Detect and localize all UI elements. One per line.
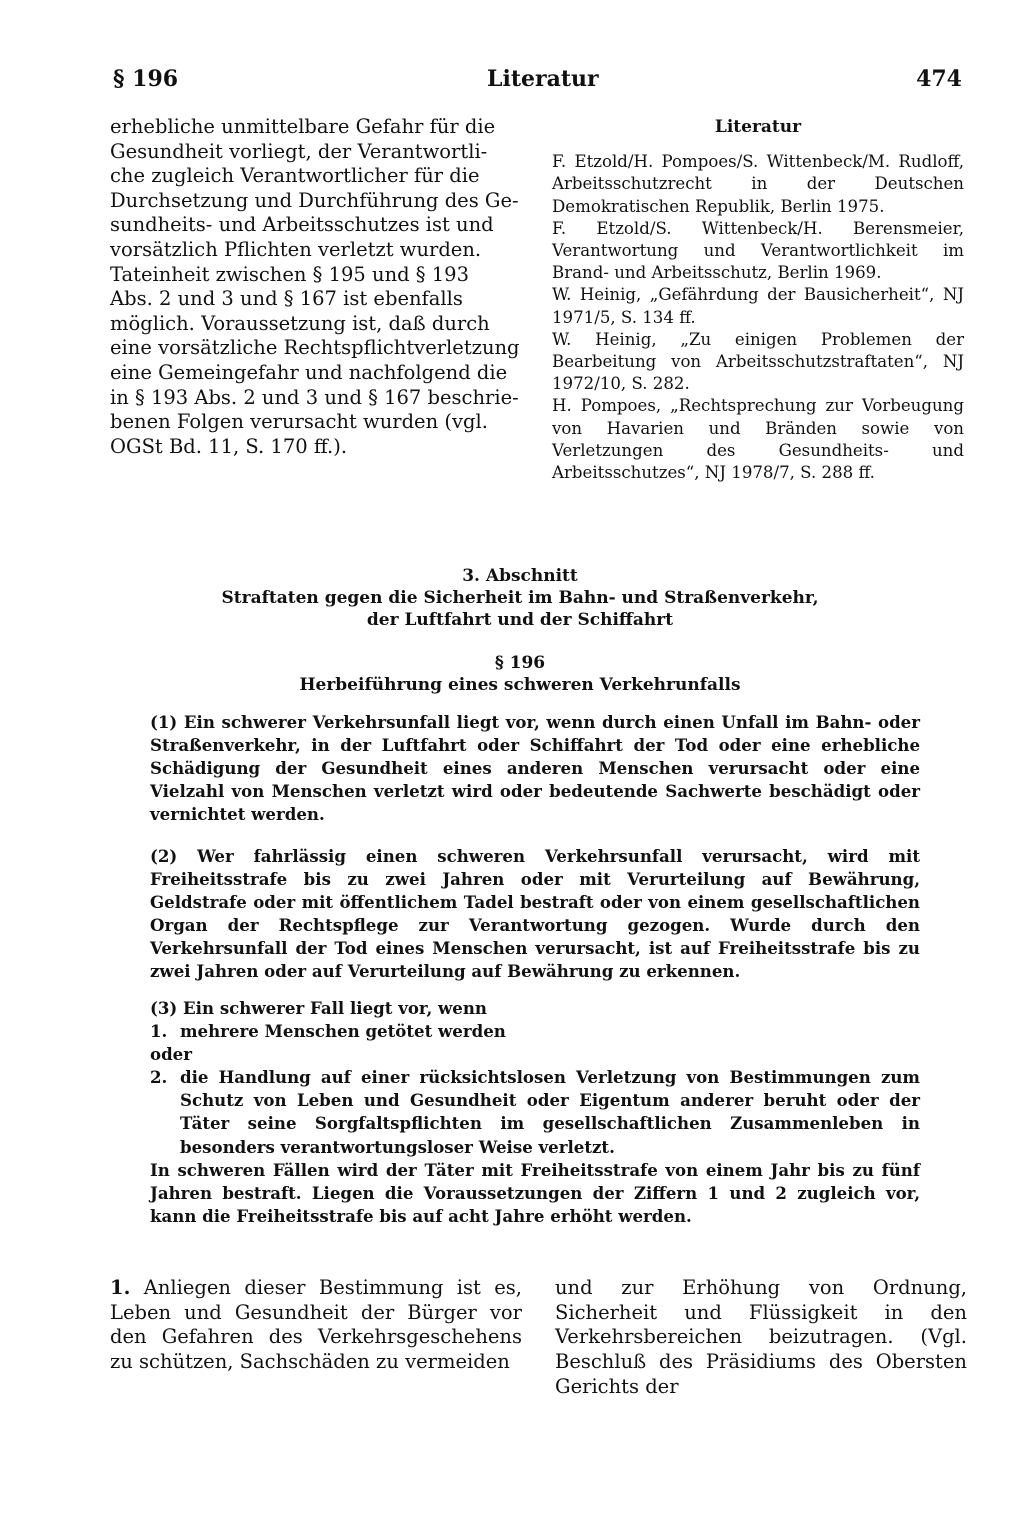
literature-reference: F. Etzold/H. Pompoes/S. Wittenbeck/M. Rudloff, Arbeitsschutzrecht in der Deutschen Demokratischen Republik, Berlin 1975. <box>552 152 964 216</box>
literature-reference: W. Heinig, „Zu einigen Problemen der Bearbeitung von Arbeitsschutzstraftaten“, NJ 1972/10, S. 282. <box>552 329 964 394</box>
absatz-3-closing: In schweren Fällen wird der Täter mit Freiheitsstrafe von einem Jahr bis zu fünf Jahren bestraft. Liegen die Voraussetzungen der Ziffern 1 und 2 zugleich vor, kann die Freiheitsstrafe bis auf acht Jahre erhöht werden. <box>150 1159 920 1226</box>
literature-reference: W. Heinig, „Gefährdung der Bausicherheit“, NJ 1971/5, S. 134 ff. <box>552 285 964 327</box>
text-line: sundheits- und Arbeitsschutzes ist und <box>110 213 494 237</box>
text-line: Durchsetzung und Durchführung des Ge- <box>110 188 519 212</box>
paragraph-number: § 196 <box>494 653 546 673</box>
statute-absatz-2: (2) Wer fahrlässig einen schweren Verkehrsunfall verursacht, wird mit Freiheitsstrafe bis zu zwei Jahren oder mit Verurteilung auf Bewährung, Geldstrafe oder mit öffentlichem Tadel bestraft oder von einem gesellschaftlichen Organ der Rechtspflege zur Verantwortung gezogen. Wurde durch den Verkehrsunfall der Tod eines Menschen verursacht, ist auf Freiheitsstrafe bis zu zwei Jahren oder auf Verurteilung auf Bewährung zu erkennen. <box>150 846 920 982</box>
text-line: in § 193 Abs. 2 und 3 und § 167 beschrie- <box>110 385 519 409</box>
text-line: benen Folgen verursacht wurden (vgl. <box>110 410 488 434</box>
text-line: eine Gemeingefahr und nachfolgend die <box>110 360 508 384</box>
item-text: mehrere Menschen getötet werden <box>180 1021 506 1042</box>
section-title-line: Straftaten gegen die Sicherheit im Bahn- und Straßenverkehr, <box>221 588 819 608</box>
literature-title: Literatur <box>714 117 802 137</box>
commentary-number: 1. <box>110 1276 131 1299</box>
text-line: Gesundheit vorliegt, der Verantwortli- <box>110 139 488 163</box>
paragraph-heading <box>100 652 940 696</box>
section-number: 3. Abschnitt <box>462 566 578 586</box>
list-item <box>150 1020 920 1043</box>
literature-reference: H. Pompoes, „Rechtsprechung zur Vorbeugung von Havarien und Bränden sowie von Verletzungen des Gesundheits- und Arbeitsschutzes“, NJ 1978/7, S. 288 ff. <box>552 396 964 483</box>
statute-absatz-1: (1) Ein schwerer Verkehrsunfall liegt vor, wenn durch einen Unfall im Bahn- oder Straßenverkehr, in der Luftfahrt oder Schiffahrt der Tod oder eine erhebliche Schädigung der Gesundheit eines anderen Menschen verursacht oder eine Vielzahl von Menschen verletzt wird oder bedeutende Sachwerte beschädigt oder vernichtet werden. <box>150 712 920 825</box>
paragraph-title: Herbeiführung eines schweren Verkehrunfalls <box>299 675 741 695</box>
header-title: Literatur <box>487 66 599 92</box>
text-line: che zugleich Verantwortlicher für die <box>110 164 480 188</box>
literature-reference: F. Etzold/S. Wittenbeck/H. Berensmeier, Verantwortung und Verantwortlichkeit im Brand- und Arbeitsschutz, Berlin 1969. <box>552 218 964 283</box>
commentary-text: Anliegen dieser Bestimmung ist es, Leben und Gesundheit der Bürger vor den Gefahren des Verkehrsgeschehens zu schützen, Sachschäden zu vermeiden <box>110 1276 523 1374</box>
item-number: 2. <box>150 1067 168 1088</box>
header-section-ref: § 196 <box>113 66 179 92</box>
absatz-3-intro: (3) Ein schwerer Fall liegt vor, wenn <box>150 998 487 1018</box>
text-line: OGSt Bd. 11, S. 170 ff.). <box>110 434 348 458</box>
text-line: erhebliche unmittelbare Gefahr für die <box>110 115 496 138</box>
item-number: 1. <box>150 1021 168 1042</box>
page-number: 474 <box>916 66 962 92</box>
section-title-line: der Luftfahrt und der Schiffahrt <box>366 610 674 630</box>
item-text: die Handlung auf einer rücksichtslosen Verletzung von Bestimmungen zum Schutz von Leben und Gesundheit oder Eigentum anderer beruht oder der Täter seine Sorgfaltspflichten im gesellschaftlichen Zusammenleben in besonders verantwortungsloser Weise verletzt. <box>180 1067 920 1157</box>
statute-absatz-3 <box>150 997 920 1228</box>
conjunction: oder <box>150 1044 192 1065</box>
text-line: möglich. Voraussetzung ist, daß durch <box>110 311 490 335</box>
literature-list <box>552 116 964 484</box>
commentary-right-column: und zur Erhöhung von Ordnung, Sicherheit und Flüssigkeit in den Verkehrsbereichen beizutragen. (Vgl. Beschluß des Präsidiums des Obersten Gerichts der <box>555 1276 967 1398</box>
section-heading <box>100 565 940 631</box>
text-line: Abs. 2 und 3 und § 167 ist ebenfalls <box>110 287 463 311</box>
text-line: eine vorsätzliche Rechtspflichtverletzung <box>110 336 520 360</box>
text-line: Tateinheit zwischen § 195 und § 193 <box>110 262 469 286</box>
commentary-left-column <box>110 1276 522 1375</box>
text-line: vorsätzlich Pflichten verletzt wurden. <box>110 237 482 261</box>
list-item <box>150 1066 920 1158</box>
left-column-text <box>110 115 522 459</box>
